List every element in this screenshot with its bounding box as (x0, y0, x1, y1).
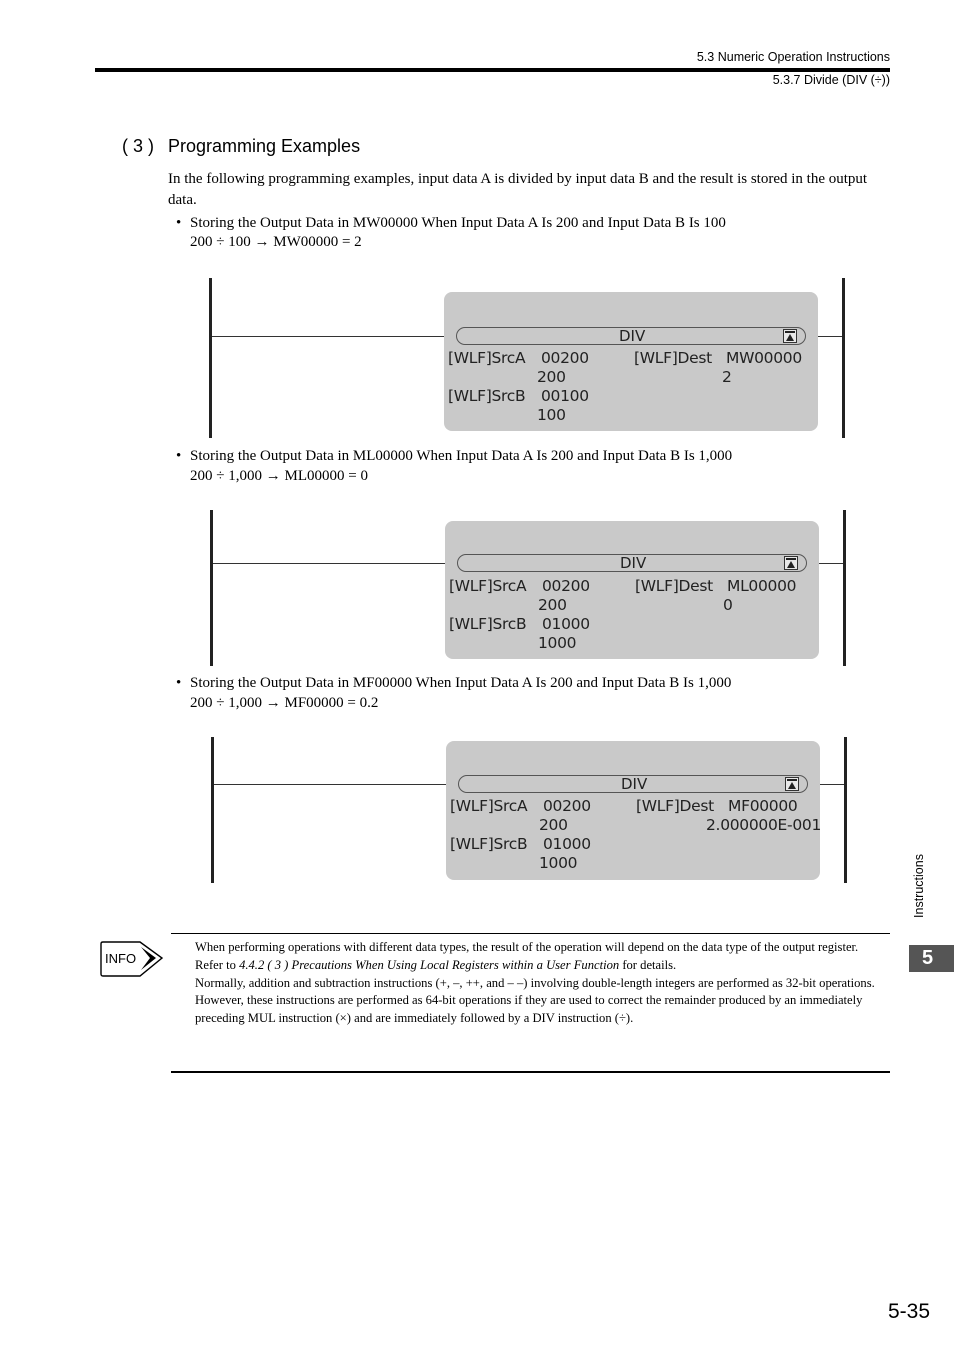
srcB-label: [WLF]SrcB (449, 615, 527, 633)
dest-value: 2 (722, 368, 732, 386)
dest-value: 2.000000E-001 (706, 816, 822, 834)
page-number: 5-35 (887, 1300, 930, 1323)
intro-paragraph: In the following programming examples, input data A is divided by input data B and the result is stored in the output data. (168, 171, 868, 208)
dest-label: [WLF]Dest (635, 577, 713, 595)
info-bottom-rule (171, 1071, 890, 1073)
div-instruction-block[interactable] (445, 521, 819, 659)
srcB-label: [WLF]SrcB (448, 387, 526, 405)
info-icon-label: INFO (105, 951, 137, 966)
right-power-rail (844, 737, 847, 883)
right-power-rail (842, 278, 845, 438)
instruction-header-bar (458, 775, 808, 793)
instruction-name: DIV (620, 554, 647, 572)
srcB-register: 01000 (543, 835, 591, 853)
srcA-register: 00200 (542, 577, 590, 595)
instruction-name: DIV (619, 327, 646, 345)
srcB-value: 1000 (539, 854, 578, 872)
collapse-icon[interactable] (783, 329, 797, 343)
section-title: Programming Examples (168, 136, 361, 156)
example-3-description: Storing the Output Data in MF00000 When Input Data A Is 200 and Input Data B Is 1,000 (190, 675, 732, 691)
example-2-description: Storing the Output Data in ML00000 When Input Data A Is 200 and Input Data B Is 1,000 (190, 448, 733, 464)
dest-register: ML00000 (727, 577, 797, 595)
left-power-rail (209, 278, 212, 438)
example-3-formula: 200 ÷ 1,000 → MF00000 = 0.2 (190, 695, 379, 711)
collapse-icon[interactable] (785, 777, 799, 791)
srcA-label: [WLF]SrcA (448, 349, 526, 367)
info-ref-link[interactable]: 4.4.2 ( 3 ) Precautions When Using Local Registers within a User Function (239, 957, 620, 972)
rung-wire (213, 563, 457, 564)
left-power-rail (211, 737, 214, 883)
srcA-register: 00200 (543, 797, 591, 815)
chapter-tab[interactable]: 5 (909, 945, 954, 972)
srcB-label: [WLF]SrcB (450, 835, 528, 853)
info-note (195, 939, 890, 1028)
section-number: ( 3 ) (122, 136, 155, 156)
left-power-rail (210, 510, 213, 666)
dest-value: 0 (723, 596, 733, 614)
rung-wire (212, 336, 456, 337)
header-rule (95, 68, 890, 72)
dest-label: [WLF]Dest (636, 797, 714, 815)
srcA-value: 200 (537, 368, 566, 386)
info-top-rule (171, 933, 890, 934)
srcA-value: 200 (539, 816, 568, 834)
srcB-register: 00100 (541, 387, 589, 405)
srcA-label: [WLF]SrcA (449, 577, 527, 595)
srcA-value: 200 (538, 596, 567, 614)
info-paragraph: However, these instructions are performed as 64-bit operations if they are used to correct the remainder produced by an immediately preceding MUL instruction (×) and are immediately followed by a DIV instruction (÷). (195, 993, 863, 1026)
info-paragraph: Normally, addition and subtraction instructions (+, –, ++, and – –) involving double-length integers are performed as 32-bit operations. (195, 975, 875, 990)
dest-register: MF00000 (728, 797, 798, 815)
example-2-formula: 200 ÷ 1,000 → ML00000 = 0 (190, 468, 368, 484)
side-tab-label-text: Instructions (912, 853, 926, 918)
srcB-value: 1000 (538, 634, 577, 652)
rung-wire (214, 784, 458, 785)
srcA-label: [WLF]SrcA (450, 797, 528, 815)
instruction-header-bar (456, 327, 806, 345)
header-subsection-title: 5.3.7 Divide (DIV (÷)) (772, 73, 890, 87)
side-tab-label (910, 848, 928, 923)
example-1-description: Storing the Output Data in MW00000 When Input Data A Is 200 and Input Data B Is 100 (190, 215, 726, 231)
srcB-register: 01000 (542, 615, 590, 633)
collapse-icon[interactable] (784, 556, 798, 570)
example-1-formula: 200 ÷ 100 → MW00000 = 2 (190, 234, 362, 250)
right-power-rail (843, 510, 846, 666)
dest-label: [WLF]Dest (634, 349, 712, 367)
info-paragraph: When performing operations with different data types, the result of the operation will depend on the data type of the output register. (195, 940, 859, 954)
div-instruction-block[interactable] (446, 741, 820, 880)
instruction-name: DIV (621, 775, 648, 793)
srcB-value: 100 (537, 406, 566, 424)
info-ref-suffix: for details. (619, 957, 677, 972)
srcA-register: 00200 (541, 349, 589, 367)
div-instruction-block[interactable] (444, 292, 818, 431)
info-icon (100, 940, 166, 978)
header-section-title: 5.3 Numeric Operation Instructions (696, 50, 890, 64)
dest-register: MW00000 (726, 349, 802, 367)
instruction-header-bar (457, 554, 807, 572)
info-ref-prefix: Refer to (195, 957, 240, 972)
info-paragraph-reference (195, 957, 890, 975)
